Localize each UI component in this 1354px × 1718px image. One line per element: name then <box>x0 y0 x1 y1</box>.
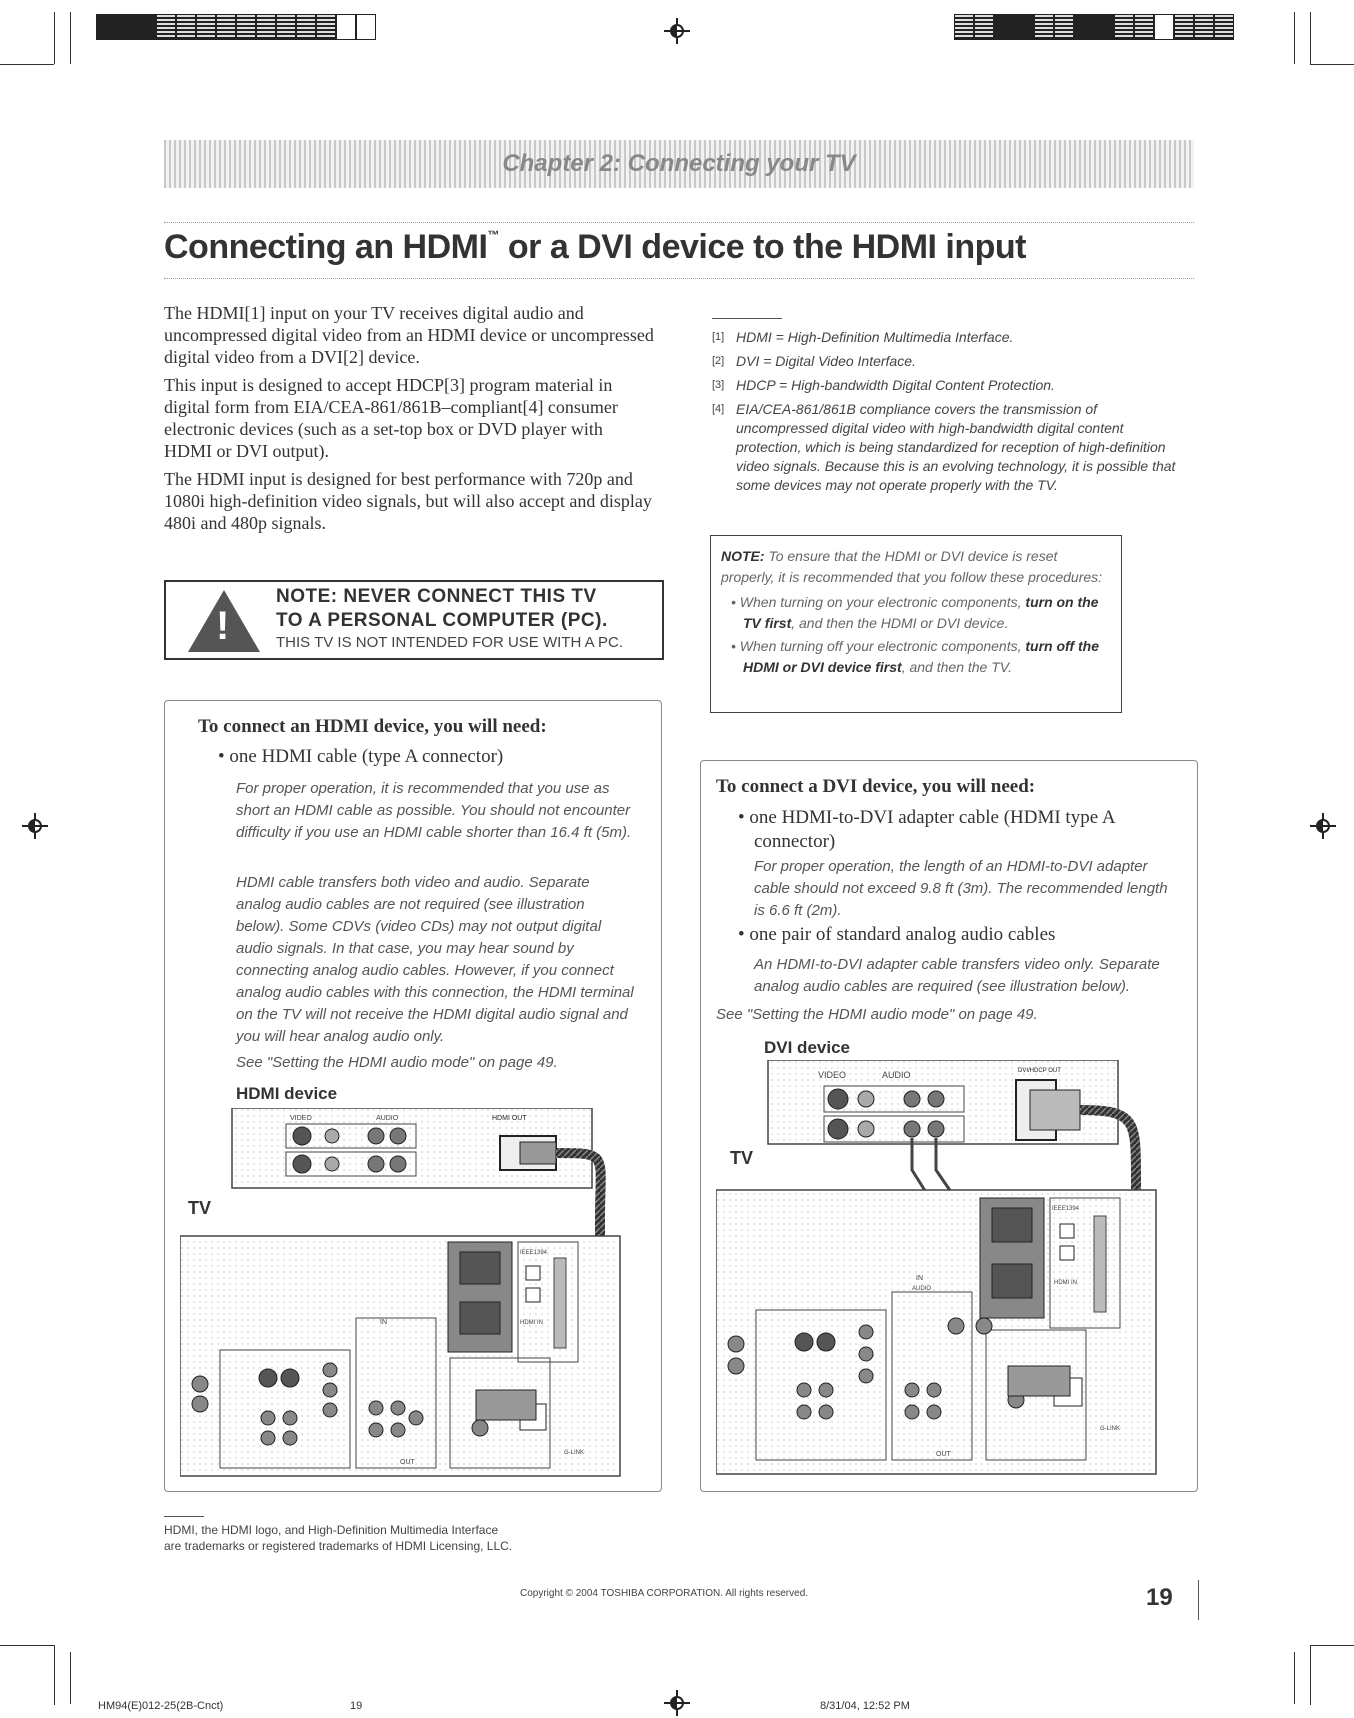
audio-jack-icon <box>390 1156 406 1172</box>
note-intro: To ensure that the HDMI or DVI device is reset properly, it is recommended that you follow these procedures: <box>721 548 1103 585</box>
crop-mark <box>70 1652 71 1704</box>
warning-triangle-icon <box>188 590 260 652</box>
trademark-notice: HDMI, the HDMI logo, and High-Definition Multimedia Interface are trademarks or registered trademarks of HDMI Licensing, LLC. <box>164 1523 513 1553</box>
hdmi-see-reference: See "Setting the HDMI audio mode" on page 49. <box>236 1054 558 1071</box>
registration-mark-icon <box>1310 813 1336 839</box>
audio-jack-icon <box>928 1091 944 1107</box>
pc-warning-box <box>164 580 664 660</box>
crop-mark <box>1294 1652 1295 1704</box>
hdmi-audio-note: HDMI cable transfers both video and audio. Separate analog audio cables are not required (see illustration below). Some CDVs (video CDs) may not output digital audio signals. In that case, you may hear sound by connecting analog audio cables. However, if you connect analog audio cables with this connection, the HDMI terminal on the TV will not receive the HDMI digital audio signal and you will hear analog audio only. <box>236 874 634 1045</box>
in-label: IN <box>380 1319 387 1326</box>
warning-line: NOTE: NEVER CONNECT THIS TV <box>276 586 597 607</box>
video-jack-icon <box>858 1091 874 1107</box>
registration-bar-right <box>954 14 1234 40</box>
video-jack-icon <box>325 1157 339 1171</box>
crop-mark <box>1310 1645 1354 1646</box>
warning-line: THIS TV IS NOT INTENDED FOR USE WITH A PC. <box>276 634 623 651</box>
audio-jack-icon <box>368 1156 384 1172</box>
warning-line: TO A PERSONAL COMPUTER (PC). <box>276 610 608 631</box>
dvi-see-reference: See "Setting the HDMI audio mode" on page 49. <box>716 1006 1038 1023</box>
ieee-label: IEEE1394 <box>1052 1206 1080 1212</box>
note-bullet: • When turning off your electronic components, turn off the HDMI or DVI device first, and then the TV. <box>731 638 1100 675</box>
video-jack-icon <box>858 1121 874 1137</box>
audio-label: AUDIO <box>376 1115 399 1122</box>
hdmi-in-label: HDMI IN <box>1054 1280 1077 1286</box>
g-link-label: G-LINK <box>1100 1426 1121 1432</box>
registration-mark-icon <box>664 1690 690 1716</box>
copyright: Copyright © 2004 TOSHIBA CORPORATION. All rights reserved. <box>520 1588 809 1599</box>
hdmi-plug-icon <box>476 1390 536 1420</box>
hdmi-device-label: HDMI device <box>236 1084 338 1103</box>
hdmi-out-label: HDMI OUT <box>492 1115 527 1122</box>
chapter-band <box>164 140 1194 188</box>
audio-label: AUDIO <box>912 1286 932 1292</box>
tv-back-panel <box>716 1190 1156 1474</box>
audio-jack-icon <box>904 1091 920 1107</box>
job-code: HM94(E)012-25(2B-Cnct) <box>98 1700 224 1712</box>
video-jack-icon <box>293 1155 311 1173</box>
ieee-label: IEEE1394 <box>520 1250 548 1256</box>
video-label: VIDEO <box>818 1070 847 1080</box>
out-label: OUT <box>400 1459 415 1466</box>
dvi-plug-icon <box>1030 1090 1080 1130</box>
dvi-hdcp-label: DVI/HDCP OUT <box>1018 1068 1061 1074</box>
note-box <box>710 535 1122 713</box>
in-label: IN <box>916 1275 923 1282</box>
g-link-label: G-LINK <box>564 1450 585 1456</box>
registration-bar-left <box>96 14 376 40</box>
video-jack-icon <box>828 1119 848 1139</box>
dvi-connection-diagram <box>716 1060 1186 1480</box>
footnote-rule <box>712 318 782 319</box>
video-label: VIDEO <box>290 1115 312 1122</box>
footnote-item: [3] HDCP = High-bandwidth Digital Content Protection. <box>712 377 1055 393</box>
crop-mark <box>1294 12 1295 64</box>
title-rule-top <box>164 222 1194 223</box>
hdmi-in-label: HDMI IN <box>520 1320 543 1326</box>
registration-mark-icon <box>664 18 690 44</box>
job-page: 19 <box>350 1700 363 1712</box>
hdmi-cable-length-note: For proper operation, it is recommended that you use as short an HDMI cable as possible. You should not encounter difficulty if you use an HDMI cable shorter than 16.4 ft (5m). <box>236 780 632 841</box>
hdmi-bullet: • one HDMI cable (type A connector) <box>218 746 504 767</box>
crop-mark <box>0 1645 54 1646</box>
trademark-symbol: ™ <box>487 228 499 242</box>
dvi-device-label: DVI device <box>764 1038 850 1057</box>
crop-mark <box>1310 64 1354 65</box>
footnote-item: [2] DVI = Digital Video Interface. <box>712 353 916 369</box>
intro-paragraph: This input is designed to accept HDCP[3] program material in digital form from EIA/CEA-861/861B–compliant[4] consumer electronic devices (such as a set-top box or DVD player with HDMI or DVI output). <box>164 375 618 461</box>
footnotes <box>712 328 1182 500</box>
page-number-rule <box>1198 1580 1199 1620</box>
page-title: Connecting an HDMI™ or a DVI device to the HDMI input <box>164 228 1026 266</box>
note-bullet: • When turning on your electronic components, turn on the TV first, and then the HDMI or DVI device. <box>731 594 1099 631</box>
crop-mark <box>0 64 54 65</box>
dvi-bullet-adapter: • one HDMI-to-DVI adapter cable (HDMI type A connector) <box>738 807 1115 852</box>
intro-paragraph: The HDMI[1] input on your TV receives digital audio and uncompressed digital video from an HDMI device or uncompressed digital video from a DVI[2] device. <box>164 303 654 367</box>
audio-jack-icon <box>368 1128 384 1144</box>
footnote-item: [4] EIA/CEA-861/861B compliance covers the transmission of uncompressed digital video with high-bandwidth digital content protection, which is being standardized for reception of high-definition video signals. Because this is an evolving technology, it is possible that some devices may not operate properly with the TV. <box>712 401 1176 493</box>
video-jack-icon <box>325 1129 339 1143</box>
dvi-bullet-audio: • one pair of standard analog audio cables <box>738 924 1056 945</box>
crop-mark <box>54 1645 55 1705</box>
title-rule-bottom <box>164 278 1194 279</box>
hdmi-plug-icon <box>520 1142 556 1164</box>
page-number: 19 <box>1146 1584 1173 1611</box>
audio-jack-icon <box>928 1121 944 1137</box>
video-jack-icon <box>293 1127 311 1145</box>
hdmi-connection-diagram <box>180 1108 650 1480</box>
intro-paragraph: The HDMI input is designed for best performance with 720p and 1080i high-definition video signals, but will also accept and display 480i and 480p signals. <box>164 469 652 533</box>
chapter-title: Chapter 2: Connecting your TV <box>502 150 856 177</box>
out-label: OUT <box>936 1451 951 1458</box>
print-date: 8/31/04, 12:52 PM <box>820 1700 910 1712</box>
video-jack-icon <box>828 1089 848 1109</box>
dvi-panel-heading: To connect a DVI device, you will need: <box>716 776 1036 797</box>
hdmi-plug-icon <box>1008 1366 1070 1396</box>
trademark-rule <box>164 1516 204 1517</box>
crop-mark <box>1310 1645 1311 1705</box>
registration-mark-icon <box>22 813 48 839</box>
dvi-cable-length-note: For proper operation, the length of an HDMI-to-DVI adapter cable should not exceed 9.8 ft (3m). The recommended length is 6.6 ft (2m). <box>754 858 1168 919</box>
hdmi-tv-label: TV <box>188 1198 212 1218</box>
footnote-item: [1] HDMI = High-Definition Multimedia Interface. <box>712 329 1014 345</box>
dvi-audio-note: An HDMI-to-DVI adapter cable transfers video only. Separate analog audio cables are required (see illustration below). <box>754 956 1160 995</box>
audio-jack-icon <box>390 1128 406 1144</box>
audio-label: AUDIO <box>882 1070 911 1080</box>
audio-jack-icon <box>904 1121 920 1137</box>
crop-mark <box>70 12 71 64</box>
intro-text <box>164 302 654 540</box>
dvi-tv-label: TV <box>730 1148 754 1168</box>
hdmi-panel-heading: To connect an HDMI device, you will need: <box>198 716 547 737</box>
crop-mark <box>54 12 55 64</box>
note-label: NOTE: <box>721 548 765 564</box>
crop-mark <box>1310 12 1311 64</box>
